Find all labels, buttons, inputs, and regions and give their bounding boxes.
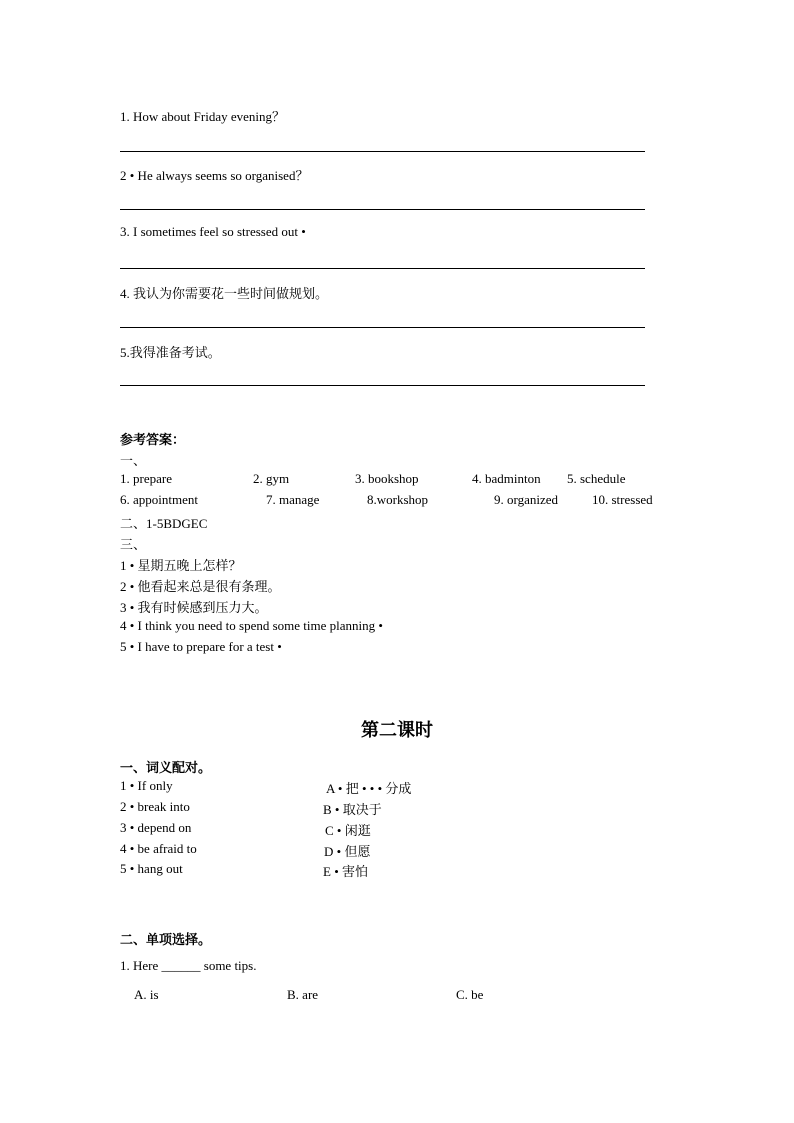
option-a: A. is [134,987,159,1002]
answers-part3-label: 三、 [120,537,147,552]
match-right-c: C • 闲逛 [325,823,371,838]
match-right-b: B • 取决于 [323,802,382,817]
match-right-a: A • 把 • • • 分成 [326,781,412,796]
answer-8: 8.workshop [367,492,429,507]
section2-heading: 二、单项选择。 [120,932,212,947]
match-left-5: 5 • hang out [120,861,183,876]
answers-part1-label: 一、 [120,453,147,468]
option-b: B. are [287,987,319,1002]
answer-line-5 [120,385,645,386]
answers-part3-item-1: 1 • 星期五晚上怎样？ [120,558,242,573]
answer-10: 10. stressed [592,492,653,507]
answer-9: 9. organized [494,492,559,507]
answers-part3-item-4: 4 • I think you need to spend some time planning • [120,618,383,633]
match-left-1: 1 • If only [120,778,173,793]
lesson2-title: 第二课时 [361,720,433,740]
question-1: 1. Here ______ some tips. [120,958,257,973]
answer-3: 3. bookshop [355,471,419,486]
translate-item-2: 2 • He always seems so organised？ [120,168,309,183]
section1-heading: 一、词义配对。 [120,760,212,775]
answer-5: 5. schedule [567,471,626,486]
answer-line-3 [120,268,645,269]
answer-line-1 [120,151,645,152]
match-left-3: 3 • depend on [120,820,192,835]
match-left-2: 2 • break into [120,799,190,814]
answer-6: 6. appointment [120,492,198,507]
answers-part3-item-3: 3 • 我有时候感到压力大。 [120,600,268,615]
translate-item-5: 5.我得准备考试。 [120,345,221,360]
answer-line-2 [120,209,645,210]
option-c: C. be [456,987,484,1002]
answers-part3-item-5: 5 • I have to prepare for a test • [120,639,282,654]
match-right-e: E • 害怕 [323,864,368,879]
answer-line-4 [120,327,645,328]
answer-2: 2. gym [253,471,290,486]
answers-part3-item-2: 2 • 他看起来总是很有条理。 [120,579,281,594]
answer-1: 1. prepare [120,471,172,486]
translate-item-4: 4. 我认为你需要花一些时间做规划。 [120,286,329,301]
answers-heading: 参考答案： [120,432,186,447]
match-right-d: D • 但愿 [324,844,371,859]
translate-item-1: 1. How about Friday evening？ [120,109,286,124]
translate-item-3: 3. I sometimes feel so stressed out • [120,224,306,239]
match-left-4: 4 • be afraid to [120,841,197,856]
answer-7: 7. manage [266,492,320,507]
answers-part2: 二、1-5BDGEC [120,516,208,531]
answer-4: 4. badminton [472,471,541,486]
